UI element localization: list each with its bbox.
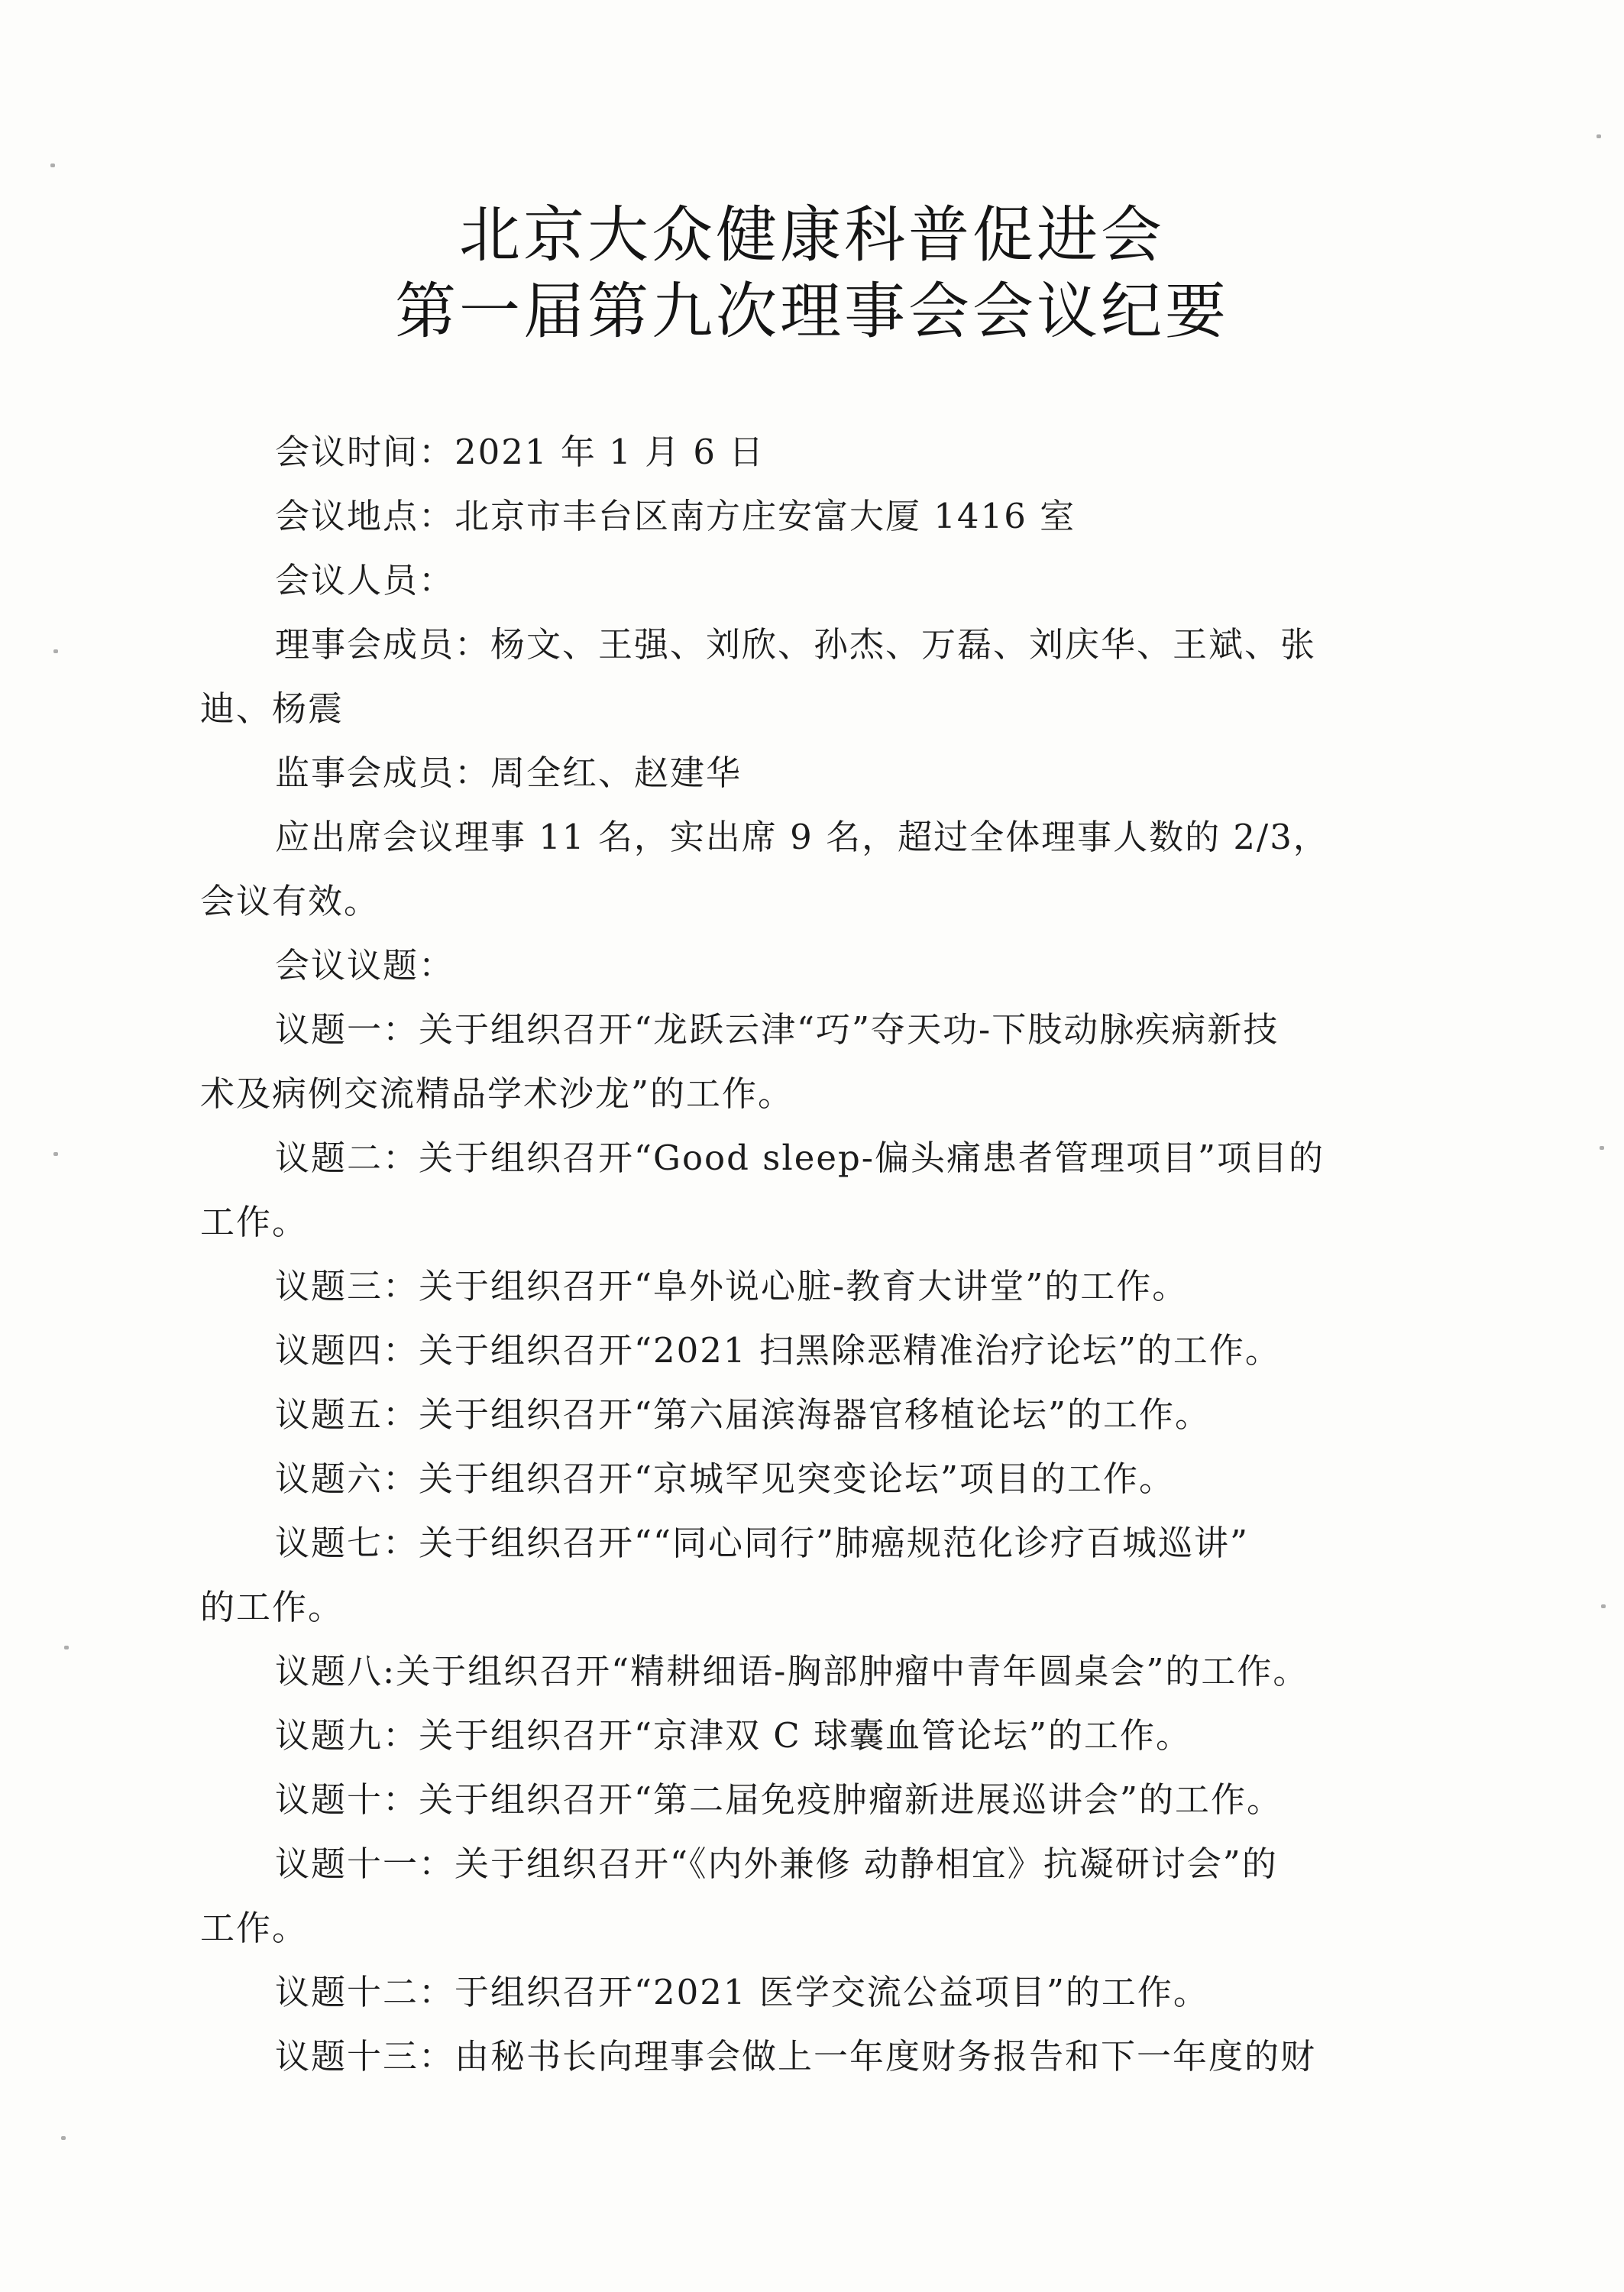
agenda-item-10: 议题十：关于组织召开“第二届免疫肿瘤新进展巡讲会”的工作。 [275, 1779, 1283, 1820]
scan-speck [53, 1152, 58, 1156]
agenda-item-9: 议题九：关于组织召开“京津双 C 球囊血管论坛”的工作。 [275, 1715, 1192, 1756]
agenda-item-1-line-1: 议题一：关于组织召开“龙跃云津“巧”夺天功-下肢动脉疾病新技 [275, 1009, 1279, 1050]
agenda-heading: 会议议题： [275, 945, 455, 986]
agenda-item-8: 议题八:关于组织召开“精耕细语-胸部肿瘤中青年圆桌会”的工作。 [275, 1651, 1309, 1691]
council-members-line-2: 迪、杨震 [200, 688, 345, 729]
scan-speck [61, 2136, 66, 2140]
agenda-item-11-line-2: 工作。 [200, 1908, 309, 1948]
agenda-item-2-line-1: 议题二：关于组织召开“Good sleep-偏头痛患者管理项目”项目的 [275, 1138, 1325, 1178]
agenda-item-3: 议题三：关于组织召开“阜外说心脏-教育大讲堂”的工作。 [275, 1266, 1189, 1306]
quorum-line-2: 会议有效。 [200, 881, 380, 921]
scan-speck [53, 649, 58, 653]
quorum-line-1: 应出席会议理事 11 名，实出席 9 名，超过全体理事人数的 2/3， [275, 817, 1329, 857]
agenda-item-1-line-2: 术及病例交流精品学术沙龙”的工作。 [200, 1073, 794, 1114]
supervisors: 监事会成员：周全红、赵建华 [275, 753, 742, 793]
meeting-location: 会议地点：北京市丰台区南方庄安富大厦 1416 室 [275, 496, 1076, 536]
meeting-time: 会议时间：2021 年 1 月 6 日 [275, 432, 765, 472]
scan-speck [1597, 134, 1601, 138]
scan-speck [50, 163, 55, 167]
agenda-item-5: 议题五：关于组织召开“第六届滨海器官移植论坛”的工作。 [275, 1394, 1212, 1435]
document-title-line-2: 第一届第九次理事会会议纪要 [395, 276, 1229, 347]
agenda-item-11-line-1: 议题十一：关于组织召开“《内外兼修 动静相宜》抗凝研讨会”的 [275, 1844, 1278, 1884]
agenda-item-2-line-2: 工作。 [200, 1202, 309, 1242]
agenda-item-13: 议题十三：由秘书长向理事会做上一年度财务报告和下一年度的财 [275, 2036, 1317, 2077]
agenda-item-6: 议题六：关于组织召开“京城罕见突变论坛”项目的工作。 [275, 1458, 1176, 1499]
agenda-item-12: 议题十二：于组织召开“2021 医学交流公益项目”的工作。 [275, 1972, 1209, 2012]
scan-speck [64, 1646, 69, 1649]
agenda-item-7-line-1: 议题七：关于组织召开““同心同行”肺癌规范化诊疗百城巡讲” [275, 1523, 1250, 1563]
council-members-line-1: 理事会成员：杨文、王强、刘欣、孙杰、万磊、刘庆华、王斌、张 [275, 624, 1317, 665]
agenda-item-7-line-2: 的工作。 [200, 1587, 345, 1627]
document-title-line-1: 北京大众健康科普促进会 [459, 199, 1165, 270]
agenda-item-4: 议题四：关于组织召开“2021 扫黑除恶精准治疗论坛”的工作。 [275, 1330, 1281, 1371]
scan-speck [1601, 1604, 1606, 1608]
attendees-heading: 会议人员： [275, 560, 455, 601]
scan-speck [1600, 1146, 1604, 1150]
